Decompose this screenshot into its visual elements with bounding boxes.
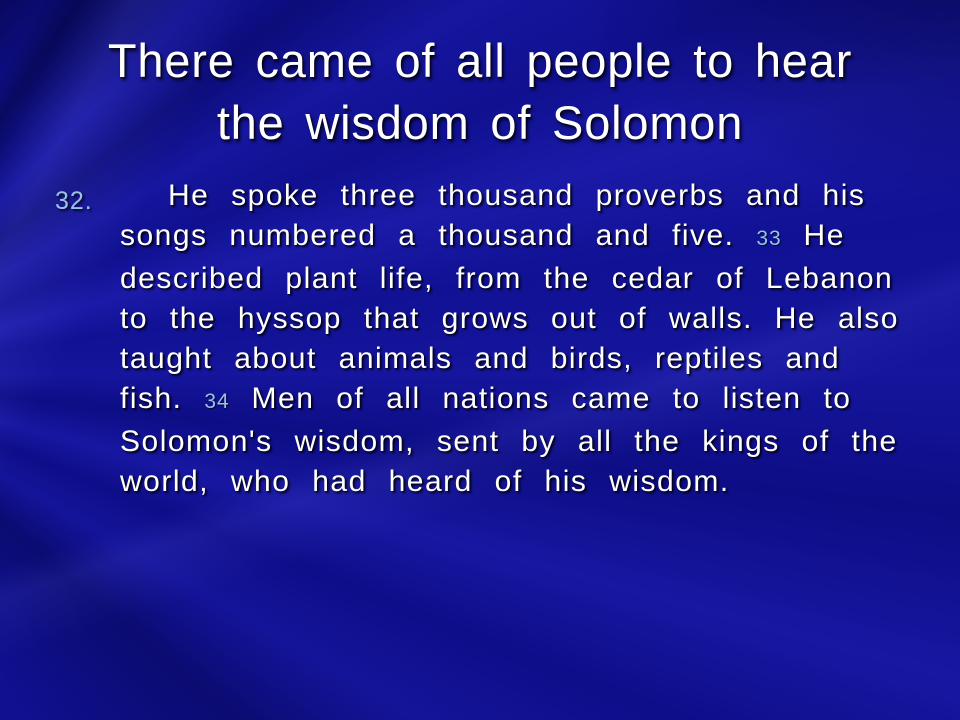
body-lines [120,176,930,502]
verse-number-inline: 33 [756,227,782,250]
body-line [120,462,930,502]
title-line-2: the wisdom of Solomon [216,96,744,149]
body-text-segment: songs numbered a thousand and five. [120,219,757,252]
body-text-segment: He spoke three thousand proverbs and his [168,179,866,212]
body-text-segment: He [781,219,845,252]
body-line [120,379,930,422]
body-text-segment: taught about animals and birds, reptiles and [120,342,841,375]
body-line [120,299,930,339]
slide-title [0,30,960,154]
body-line [120,216,930,259]
body-text-segment: Solomon's wisdom, sent by all the kings of the [120,425,898,458]
body-text-segment: world, who had heard of his wisdom. [120,465,730,498]
body-line [120,422,930,462]
title-line-1: There came of all people to hear [107,34,853,87]
body-line [120,259,930,299]
body-line [120,339,930,379]
body-line [120,176,930,216]
verse-list-number: 32. [55,187,93,215]
body-text-segment: fish. [120,382,205,415]
body-text-segment: Men of all nations came to listen to [229,382,852,415]
verse-number-inline: 34 [204,390,230,413]
body-text-segment: to the hyssop that grows out of walls. He also [120,302,899,335]
body-paragraph [55,176,930,502]
body-text-segment: described plant life, from the cedar of Lebanon [120,262,894,295]
